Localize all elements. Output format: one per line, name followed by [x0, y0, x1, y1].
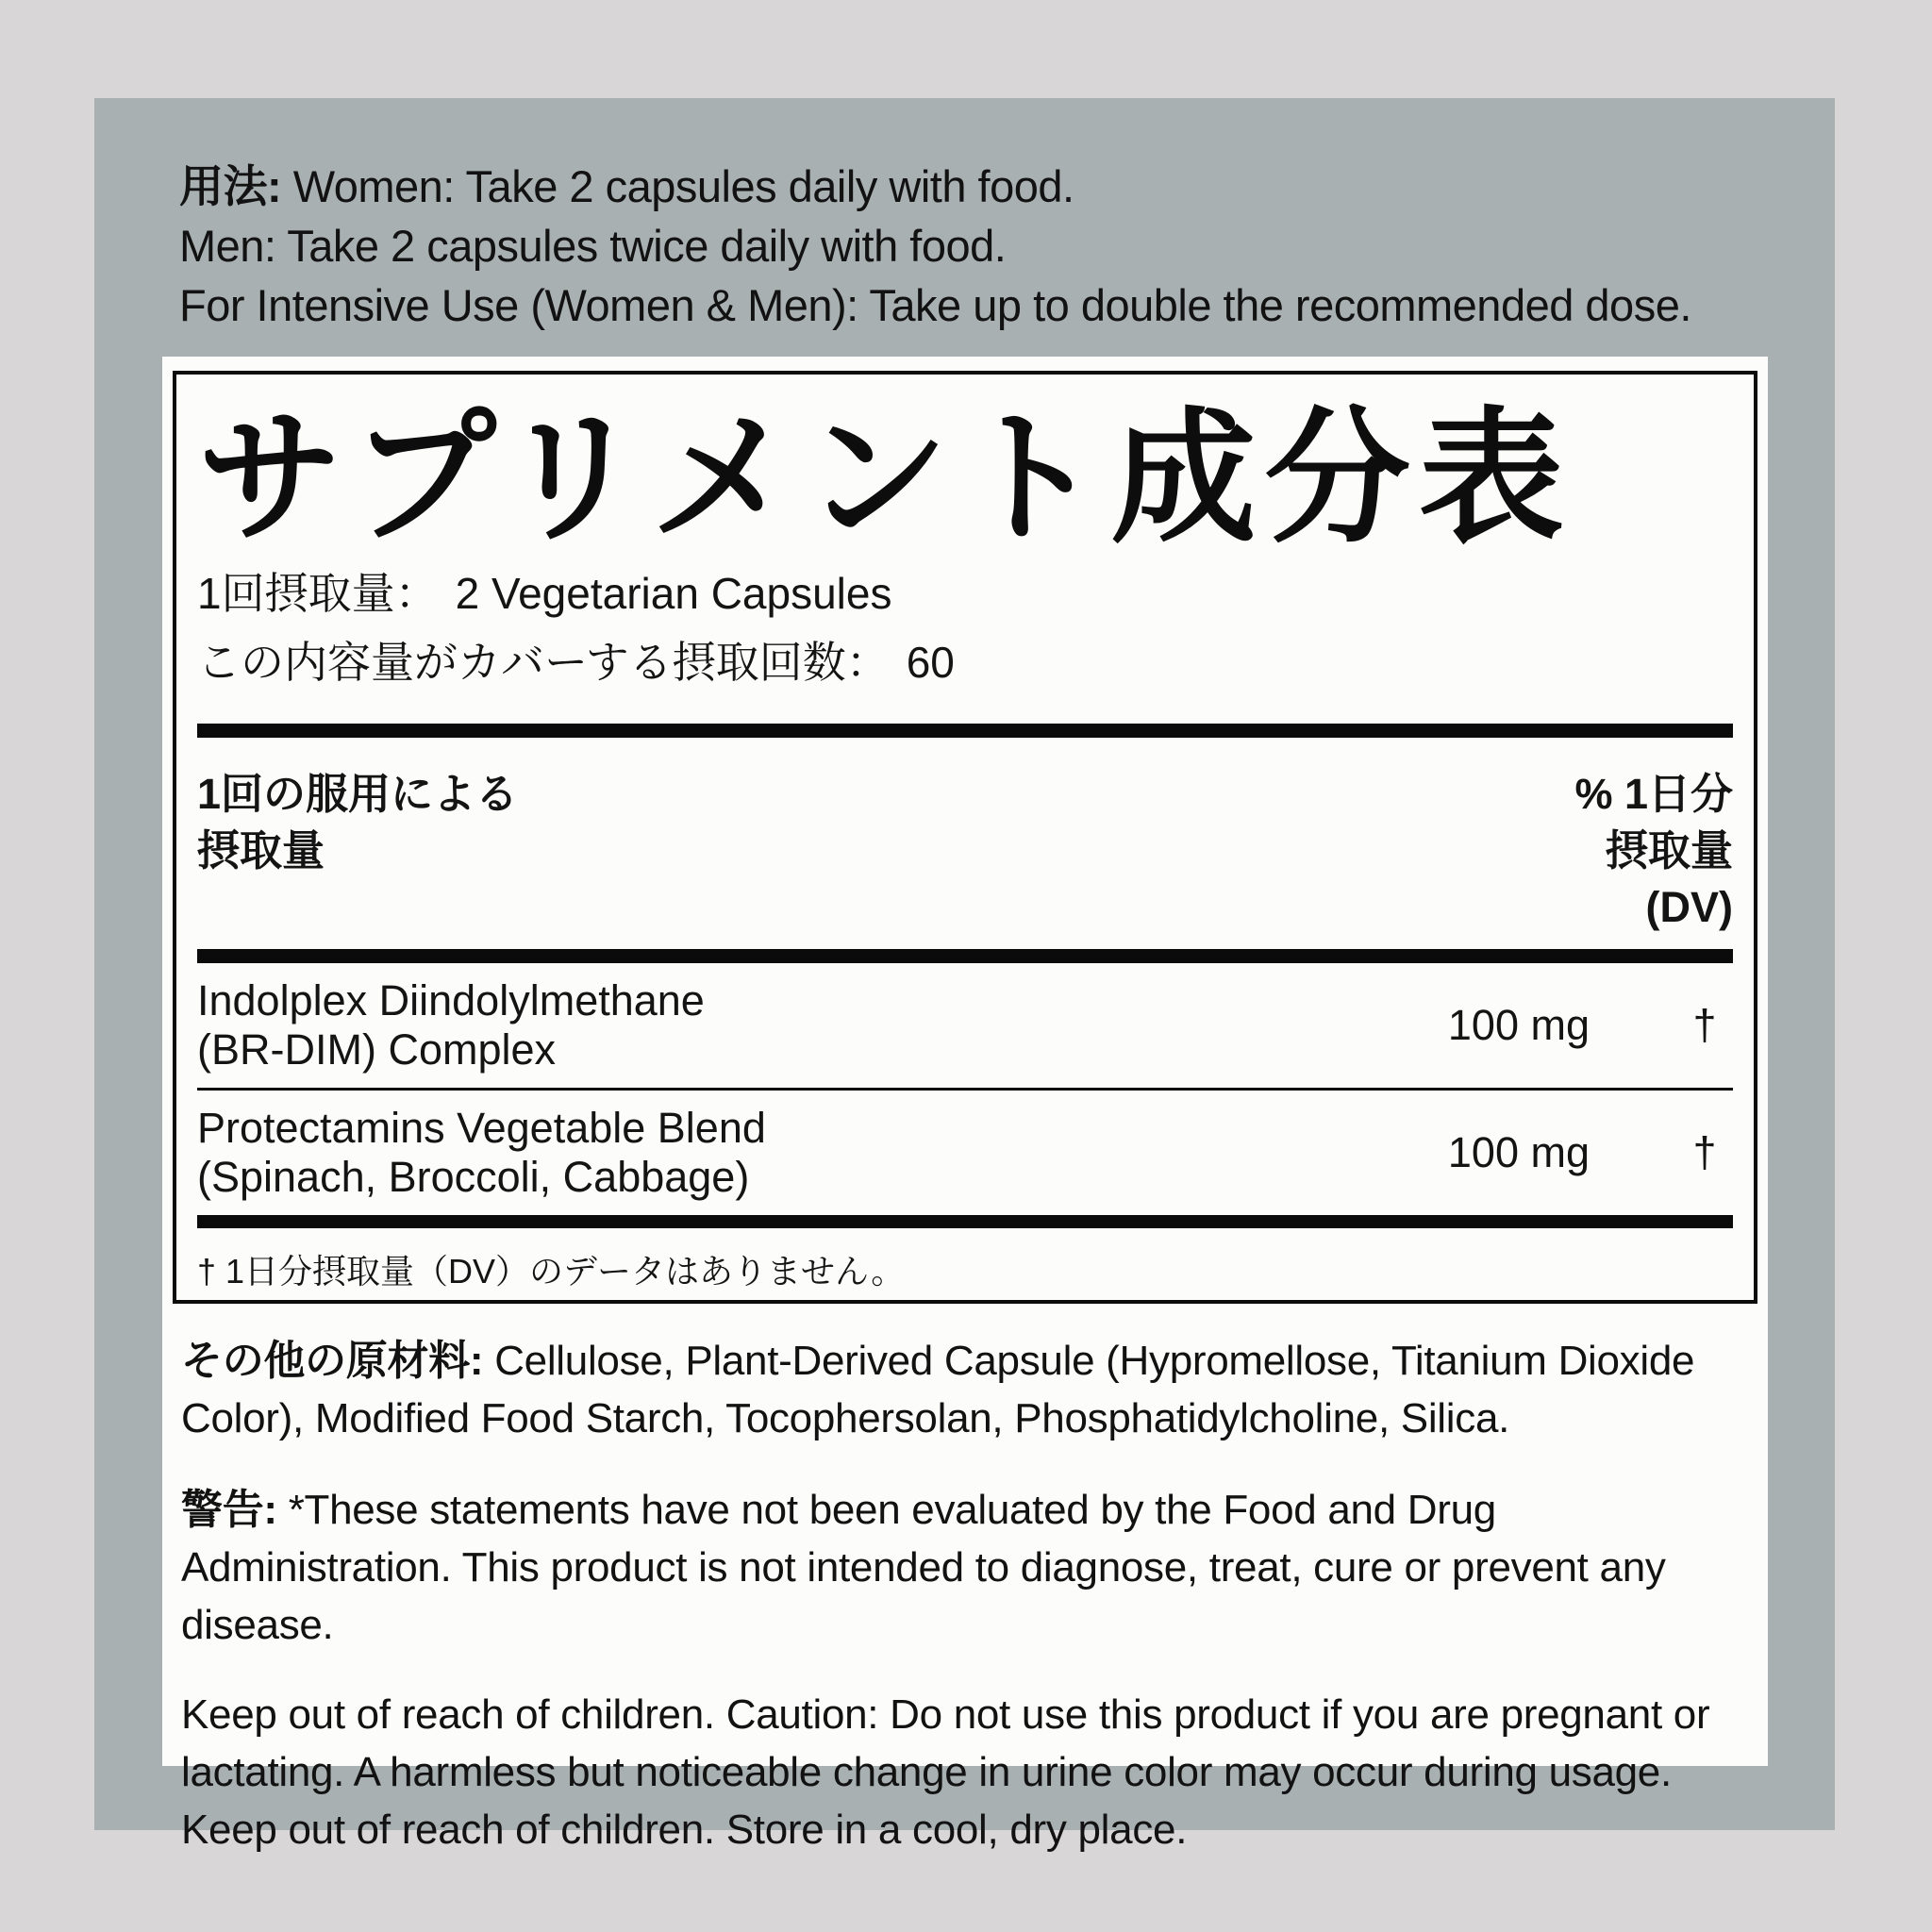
supplement-label: [94, 98, 1835, 1853]
ingredient-name: [197, 976, 1401, 1074]
dv-header-line2: 摂取量: [1605, 826, 1733, 874]
lower-text-block: [162, 1332, 1768, 1858]
ingredient-row-indolplex: [197, 963, 1733, 1088]
servings-per-container-value: 60: [906, 638, 955, 687]
caution-paragraph: Keep out of reach of children. Caution: Do not use this product if you are pregnant or lactating. A harmless but noticeable change in urine color may occur during usage. Keep out of reach of children. Store in a cool, dry place.: [181, 1691, 1710, 1853]
ingredient-name-line1: Indolplex Diindolylmethane: [197, 976, 705, 1024]
thick-rule: [197, 724, 1733, 738]
directions-block: [179, 157, 1691, 335]
warning-paragraph: [181, 1481, 1749, 1654]
ingredient-dv-dagger: †: [1692, 1001, 1717, 1049]
thick-rule: [197, 949, 1733, 963]
other-ingredients-label: その他の原材料:: [181, 1338, 484, 1384]
ingredient-amount: 100 mg: [1447, 1128, 1590, 1176]
dv-footnote: † 1日分摂取量（DV）のデータはありません。: [197, 1252, 906, 1291]
dv-header-line1: % 1日分: [1574, 770, 1733, 818]
amount-header-line1: 1回の服用による: [197, 770, 519, 818]
table-header-row: [197, 766, 1733, 936]
other-ingredients-paragraph: [181, 1332, 1749, 1447]
supplement-facts-box: [173, 371, 1757, 1304]
servings-per-container-line: [197, 628, 1733, 697]
servings-per-container-label: この内容量がカバーする摂取回数：: [197, 638, 890, 687]
other-ingredients-text: Cellulose, Plant-Derived Capsule (Hypromellose, Titanium Dioxide Color), Modified Food Starch, Tocophersolan, Phosphatidylcholine, Silica.: [181, 1338, 1695, 1441]
serving-size-line: [197, 559, 1733, 628]
serving-size-value: 2 Vegetarian Capsules: [455, 569, 892, 618]
ingredient-name-line2: (BR-DIM) Complex: [197, 1025, 557, 1074]
amount-per-serving-header: [197, 766, 518, 936]
ingredient-name: [197, 1104, 1401, 1202]
ingredient-amount: 100 mg: [1447, 1001, 1590, 1049]
thick-rule: [197, 1215, 1733, 1228]
directions-line-men: Men: Take 2 capsules twice daily with food.: [179, 221, 1007, 271]
ingredient-row-protectamins: [197, 1091, 1733, 1215]
facts-panel: [162, 357, 1768, 1853]
ingredient-name-line2: (Spinach, Broccoli, Cabbage): [197, 1153, 750, 1201]
amount-header-line2: 摂取量: [197, 826, 325, 874]
directions-line-intensive: For Intensive Use (Women & Men): Take up to double the recommended dose.: [179, 280, 1691, 330]
serving-size-label: 1回摂取量：: [197, 569, 439, 618]
directions-women-text: Women: Take 2 capsules daily with food.: [281, 161, 1074, 211]
directions-label: 用法:: [179, 161, 282, 211]
directions-line-women: [179, 157, 1691, 216]
ingredient-name-line1: Protectamins Vegetable Blend: [197, 1104, 766, 1152]
warning-label: 警告:: [181, 1487, 277, 1533]
warning-text: *These statements have not been evaluated by the Food and Drug Administration. This product is not intended to diagnose, treat, cure or prevent any disease.: [181, 1487, 1666, 1648]
ingredient-dv-dagger: †: [1692, 1128, 1717, 1176]
facts-title: サプリメント成分表: [197, 397, 1573, 559]
dv-header-line3: (DV): [1645, 883, 1733, 931]
daily-value-header: [1574, 766, 1733, 936]
